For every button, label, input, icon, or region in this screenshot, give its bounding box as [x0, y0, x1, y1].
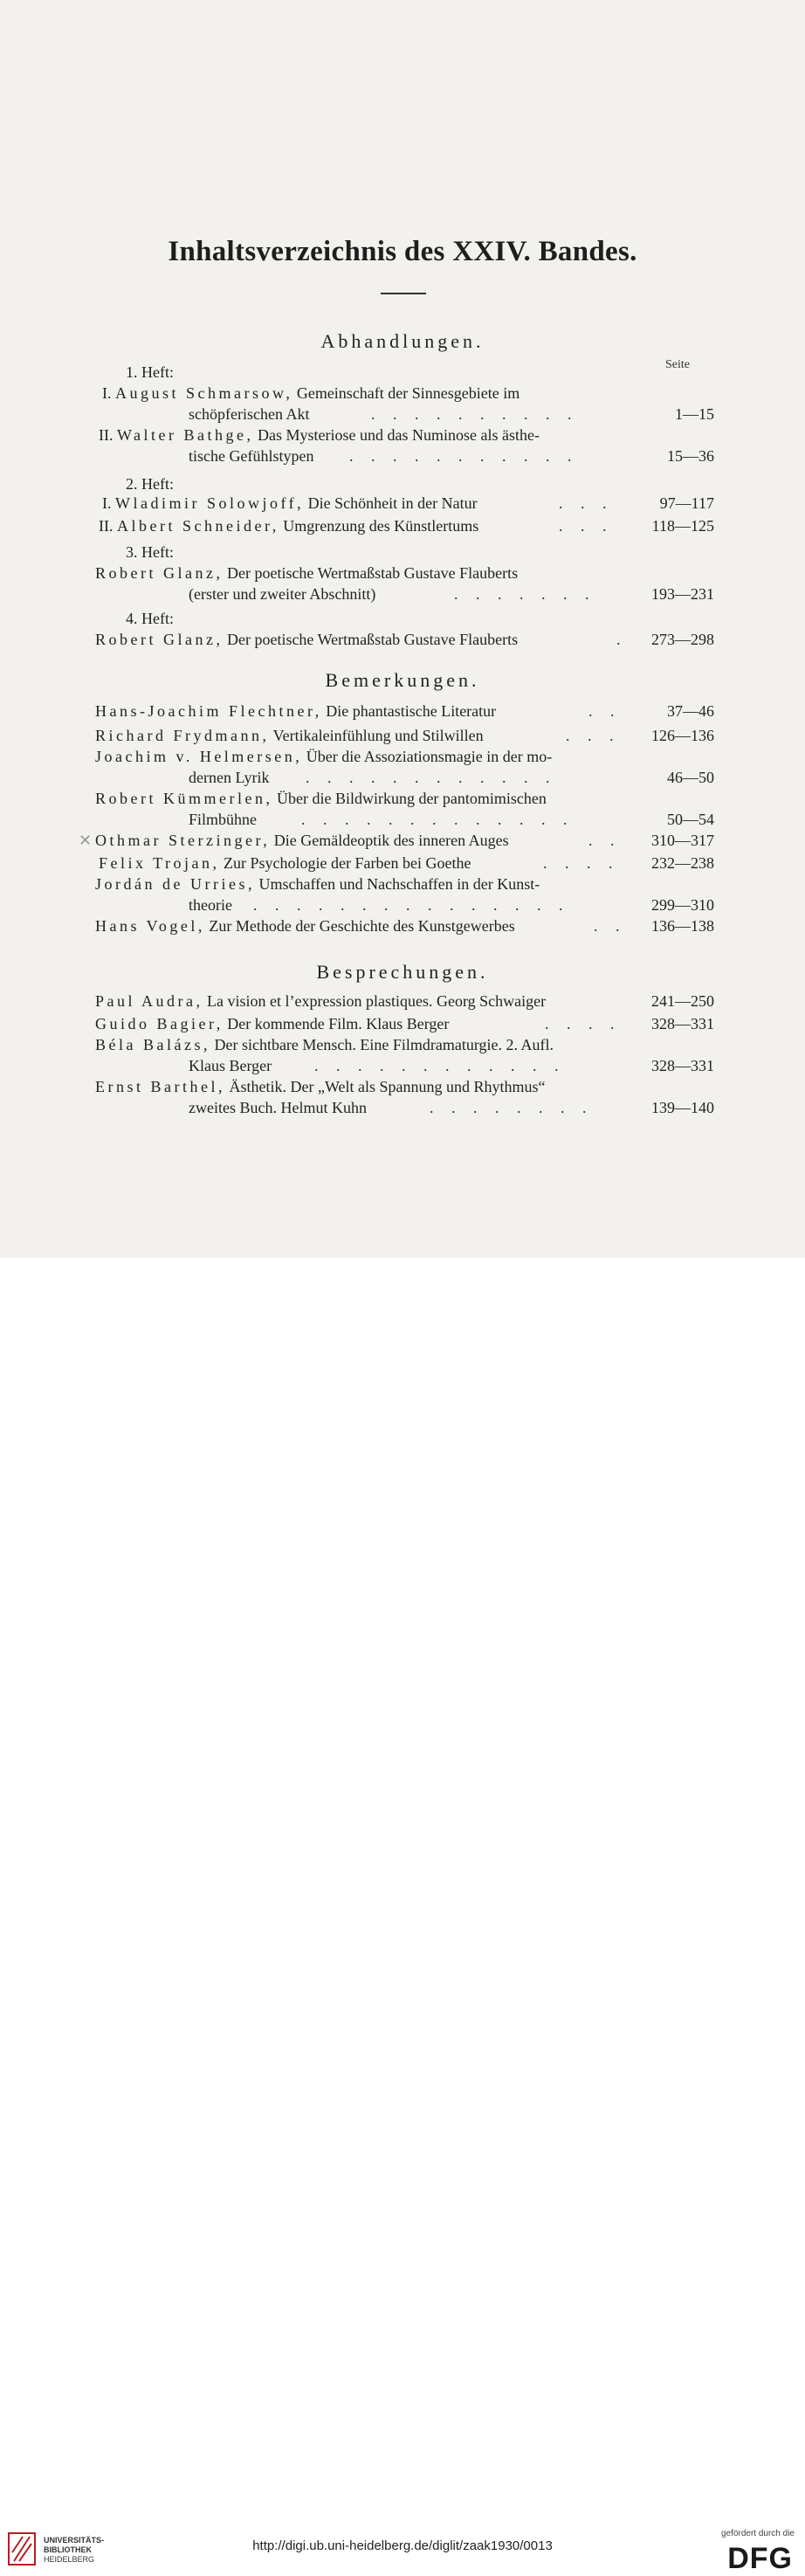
entry-pages: 97—117 — [659, 494, 714, 512]
dot-leader: . . . . — [543, 854, 620, 872]
entry-author: Ernst Barthel, — [95, 1078, 225, 1095]
entry-author: Joachim v. Helmersen, — [95, 748, 303, 765]
seite-label: Seite — [665, 358, 690, 371]
title-rule — [381, 293, 426, 294]
entry-line: Richard Frydmann, Vertikaleinfühlung und Stilwillen — [95, 727, 484, 744]
entry-author: Albert Schneider, — [117, 517, 279, 535]
entry-pages: 310—317 — [651, 832, 714, 849]
entry-pages: 118—125 — [651, 517, 714, 535]
page-title: Inhaltsverzeichnis des XXIV. Bandes. — [168, 236, 637, 267]
dot-leader: . . . — [559, 517, 614, 535]
entry-line-cont: Filmbühne — [189, 811, 258, 828]
entry-author: Robert Kümmerlen, — [95, 790, 273, 807]
entry-author: Wladimir Solowjoff, — [115, 494, 305, 512]
heft-label: 4. Heft: — [126, 610, 174, 627]
dot-leader: . . . . . . . . . . . . — [306, 769, 557, 786]
entry-author: Richard Frydmann, — [95, 727, 270, 744]
entry-line: II. Albert Schneider, Umgrenzung des Künstlertums — [99, 517, 479, 535]
entry-author: August Schmarsow, — [115, 384, 293, 402]
entry-author: Robert Glanz, — [95, 631, 224, 648]
entry-line: Jordán de Urries, Umschaffen und Nachschaffen in der Kunst- — [95, 875, 540, 893]
entry-pages: 139—140 — [651, 1099, 714, 1116]
entry-pages: 126—136 — [651, 727, 714, 744]
scanned-page — [0, 0, 805, 1258]
dot-leader: . — [616, 631, 628, 648]
dot-leader: . . . . . . . . . . . . . . . — [253, 896, 570, 914]
entry-pages: 46—50 — [667, 769, 714, 786]
entry-line: Hans-Joachim Flechtner, Die phantastische Literatur — [95, 702, 497, 720]
entry-pages: 328—331 — [651, 1057, 714, 1074]
entry-pages: 241—250 — [651, 992, 714, 1010]
entry-line-cont: theorie — [189, 896, 232, 914]
entry-line: I. August Schmarsow, Gemeinschaft der Sinnesgebiete im — [102, 384, 520, 402]
entry-pages: 1—15 — [675, 405, 714, 423]
entry-pages: 136—138 — [651, 917, 714, 935]
entry-pages: 273—298 — [651, 631, 714, 648]
dot-leader: . . — [588, 702, 622, 720]
entry-author: Hans-Joachim Flechtner, — [95, 702, 322, 720]
dot-leader: . . . . . . . . . . . . . — [301, 811, 575, 828]
entry-author: Walter Bathge, — [117, 426, 254, 444]
entry-author: Robert Glanz, — [95, 564, 224, 582]
dfg-logo: DFG — [727, 2542, 793, 2575]
heft-label: 2. Heft: — [126, 475, 174, 493]
entry-pages: 328—331 — [651, 1015, 714, 1032]
entry-line: II. Walter Bathge, Das Mysteriose und das Numinose als ästhe- — [99, 426, 540, 444]
library-name: UNIVERSITÄTS- BIBLIOTHEK HEIDELBERG — [44, 2536, 105, 2564]
entry-line: Othmar Sterzinger, Die Gemäldeoptik des inneren Auges — [95, 832, 509, 849]
entry-pages: 37—46 — [667, 702, 714, 720]
entry-pages: 193—231 — [651, 585, 714, 603]
section-heading-abhandlungen: Abhandlungen. — [320, 330, 485, 352]
entry-line-cont: Klaus Berger — [189, 1057, 272, 1074]
section-heading-bemerkungen: Bemerkungen. — [325, 669, 480, 691]
heft-label: 1. Heft: — [126, 363, 174, 381]
dot-leader: . . — [588, 832, 622, 849]
dot-leader: . . . . . . . . . . . . — [314, 1057, 566, 1074]
entry-author: Béla Balázs, — [95, 1036, 210, 1053]
entry-author: Felix Trojan, — [99, 854, 220, 872]
entry-line-cont: zweites Buch. Helmut Kuhn — [189, 1099, 367, 1116]
entry-line-cont: tische Gefühlstypen — [189, 447, 314, 465]
entry-pages: 299—310 — [651, 896, 714, 914]
page-url-link[interactable]: http://digi.ub.uni-heidelberg.de/diglit/zaak1930/0013 — [252, 2538, 553, 2553]
entry-line: Guido Bagier, Der kommende Film. Klaus Berger — [95, 1015, 450, 1032]
entry-line-cont: (erster und zweiter Abschnitt) — [189, 585, 376, 603]
footer-bar — [0, 1258, 805, 2575]
entry-line: Robert Glanz, Der poetische Wertmaßstab Gustave Flauberts — [95, 631, 519, 648]
entry-line: Joachim v. Helmersen, Über die Assoziationsmagie in der mo- — [95, 748, 553, 765]
dot-leader: . . — [594, 917, 627, 935]
dot-leader: . . . — [559, 494, 614, 512]
entry-pages: 15—36 — [667, 447, 714, 465]
entry-author: Guido Bagier, — [95, 1015, 224, 1032]
entry-line: Ernst Barthel, Ästhetik. Der „Welt als Spannung und Rhythmus“ — [95, 1078, 546, 1095]
entry-pages: 232—238 — [651, 854, 714, 872]
entry-line-cont: schöpferischen Akt — [189, 405, 310, 423]
entry-author: Jordán de Urries, — [95, 875, 255, 893]
dot-leader: . . . — [566, 727, 621, 744]
dot-leader: . . . . . . . . . . — [371, 405, 579, 423]
dot-leader: . . . . — [545, 1015, 622, 1032]
entry-line: Paul Audra, La vision et l’expression plastiques. Georg Schwaiger — [95, 992, 547, 1010]
dot-leader: . . . . . . . . . . . — [349, 447, 579, 465]
entry-pages: 50—54 — [667, 811, 714, 828]
entry-author: Paul Audra, — [95, 992, 203, 1010]
section-heading-besprechungen: Besprechungen. — [316, 961, 489, 983]
heft-label: 3. Heft: — [126, 543, 174, 561]
entry-line-cont: dernen Lyrik — [189, 769, 270, 786]
entry-line: Robert Glanz, Der poetische Wertmaßstab Gustave Flauberts — [95, 564, 519, 582]
entry-line: Felix Trojan, Zur Psychologie der Farben bei Goethe — [99, 854, 471, 872]
entry-author: Hans Vogel, — [95, 917, 205, 935]
dot-leader: . . . . . . . . — [430, 1099, 594, 1116]
entry-author: Othmar Sterzinger, — [95, 832, 271, 849]
handwritten-x-mark: ✕ — [79, 832, 93, 849]
entry-line: Robert Kümmerlen, Über die Bildwirkung der pantomimischen — [95, 790, 547, 807]
entry-line: Béla Balázs, Der sichtbare Mensch. Eine Filmdramaturgie. 2. Aufl. — [95, 1036, 554, 1053]
entry-line: I. Wladimir Solowjoff, Die Schönheit in der Natur — [102, 494, 478, 512]
dot-leader: . . . . . . . — [454, 585, 596, 603]
entry-line: Hans Vogel, Zur Methode der Geschichte des Kunstgewerbes — [95, 917, 515, 935]
funded-by-label: gefördert durch die — [721, 2529, 795, 2538]
